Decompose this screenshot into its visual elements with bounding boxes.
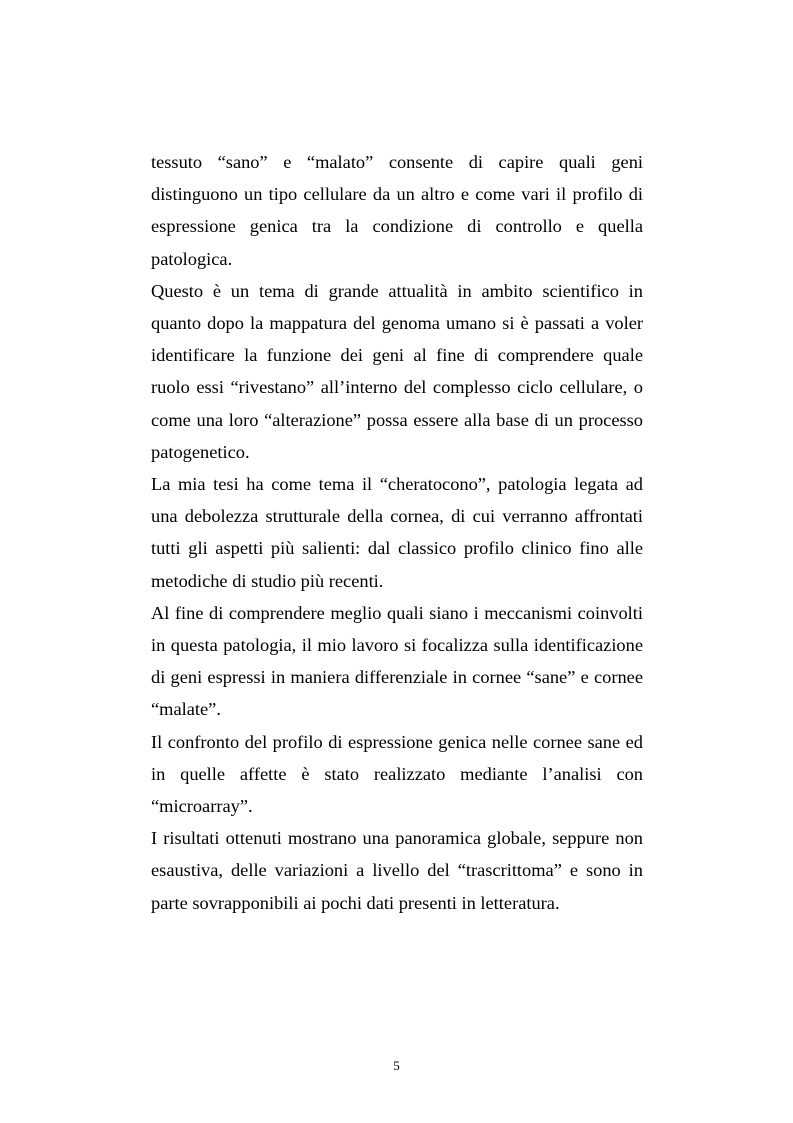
- paragraph-1: tessuto “sano” e “malato” consente di capire quali geni distinguono un tipo cellulare da un altro e come vari il profilo di espressione genica tra la condizione di controllo e quella patologica.: [151, 152, 643, 269]
- paragraph-2: Questo è un tema di grande attualità in ambito scientifico in quanto dopo la mappatura del genoma umano si è passati a voler identificare la funzione dei geni al fine di comprendere quale ruolo essi “rivestano” all’interno del complesso ciclo cellulare, o come una loro “alterazione” possa essere alla base di un processo patogenetico.: [151, 280, 643, 462]
- paragraph-6: I risultati ottenuti mostrano una panoramica globale, seppure non esaustiva, delle variazioni a livello del “trascrittoma” e sono in parte sovrapponibili ai pochi dati presenti in letteratura.: [151, 828, 643, 913]
- paragraph-4: Al fine di comprendere meglio quali siano i meccanismi coinvolti in questa patologia, il mio lavoro si focalizza sulla identificazione di geni espressi in maniera differenziale in cornee “sane” e cornee “malate”.: [151, 602, 643, 720]
- page-number: 5: [393, 1058, 400, 1073]
- paragraph-3: La mia tesi ha come tema il “cheratocono”, patologia legata ad una debolezza strutturale della cornea, di cui verranno affrontati tutti gli aspetti più salienti: dal classico profilo clinico fino alle metodiche di studio più recenti.: [151, 474, 643, 591]
- paragraph-5: Il confronto del profilo di espressione genica nelle cornee sane ed in quelle affette è stato realizzato mediante l’analisi con “microarray”.: [151, 731, 643, 817]
- body-text: [151, 146, 643, 919]
